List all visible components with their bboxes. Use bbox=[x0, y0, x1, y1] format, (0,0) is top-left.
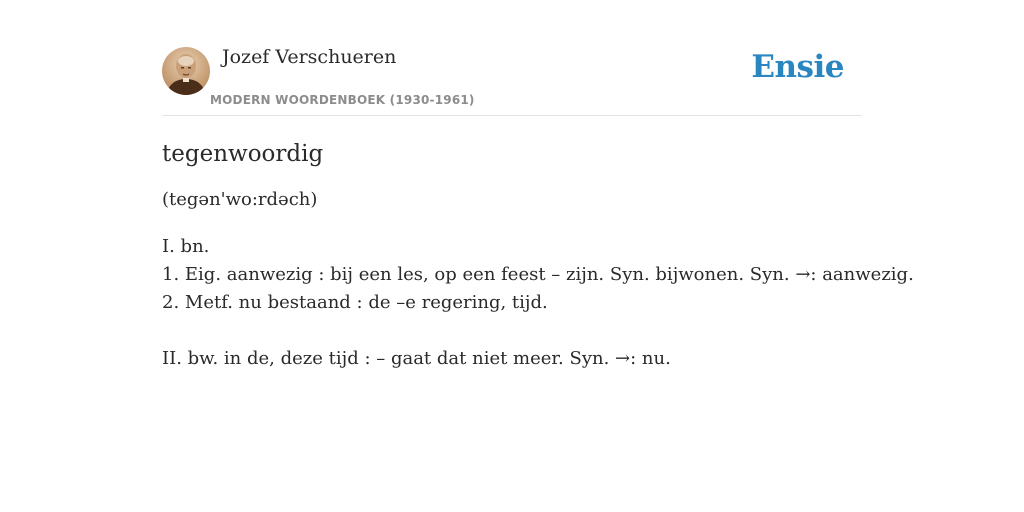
portrait-icon bbox=[162, 47, 210, 95]
definition-line: 2. Metf. nu bestaand : de –e regering, tijd. bbox=[162, 292, 548, 313]
author-name[interactable]: Jozef Verschueren bbox=[222, 46, 397, 68]
source-dictionary[interactable]: MODERN WOORDENBOEK (1930-1961) bbox=[210, 93, 475, 107]
definition-line: I. bn. bbox=[162, 236, 210, 257]
entry-header bbox=[162, 44, 862, 116]
definition-line: 1. Eig. aanwezig : bij een les, op een feest – zijn. Syn. bijwonen. Syn. →: aanwezig. bbox=[162, 264, 914, 285]
definitions bbox=[162, 233, 914, 373]
ensie-logo-link[interactable]: Ensie bbox=[751, 49, 844, 85]
author-avatar[interactable] bbox=[162, 47, 210, 95]
headword: tegenwoordig bbox=[162, 141, 324, 167]
definition-spacer bbox=[162, 317, 882, 345]
pronunciation: (tegən'wo:rdəch) bbox=[162, 189, 318, 210]
entry-body bbox=[162, 138, 914, 373]
definition-line: II. bw. in de, deze tijd : – gaat dat niet meer. Syn. →: nu. bbox=[162, 348, 671, 369]
